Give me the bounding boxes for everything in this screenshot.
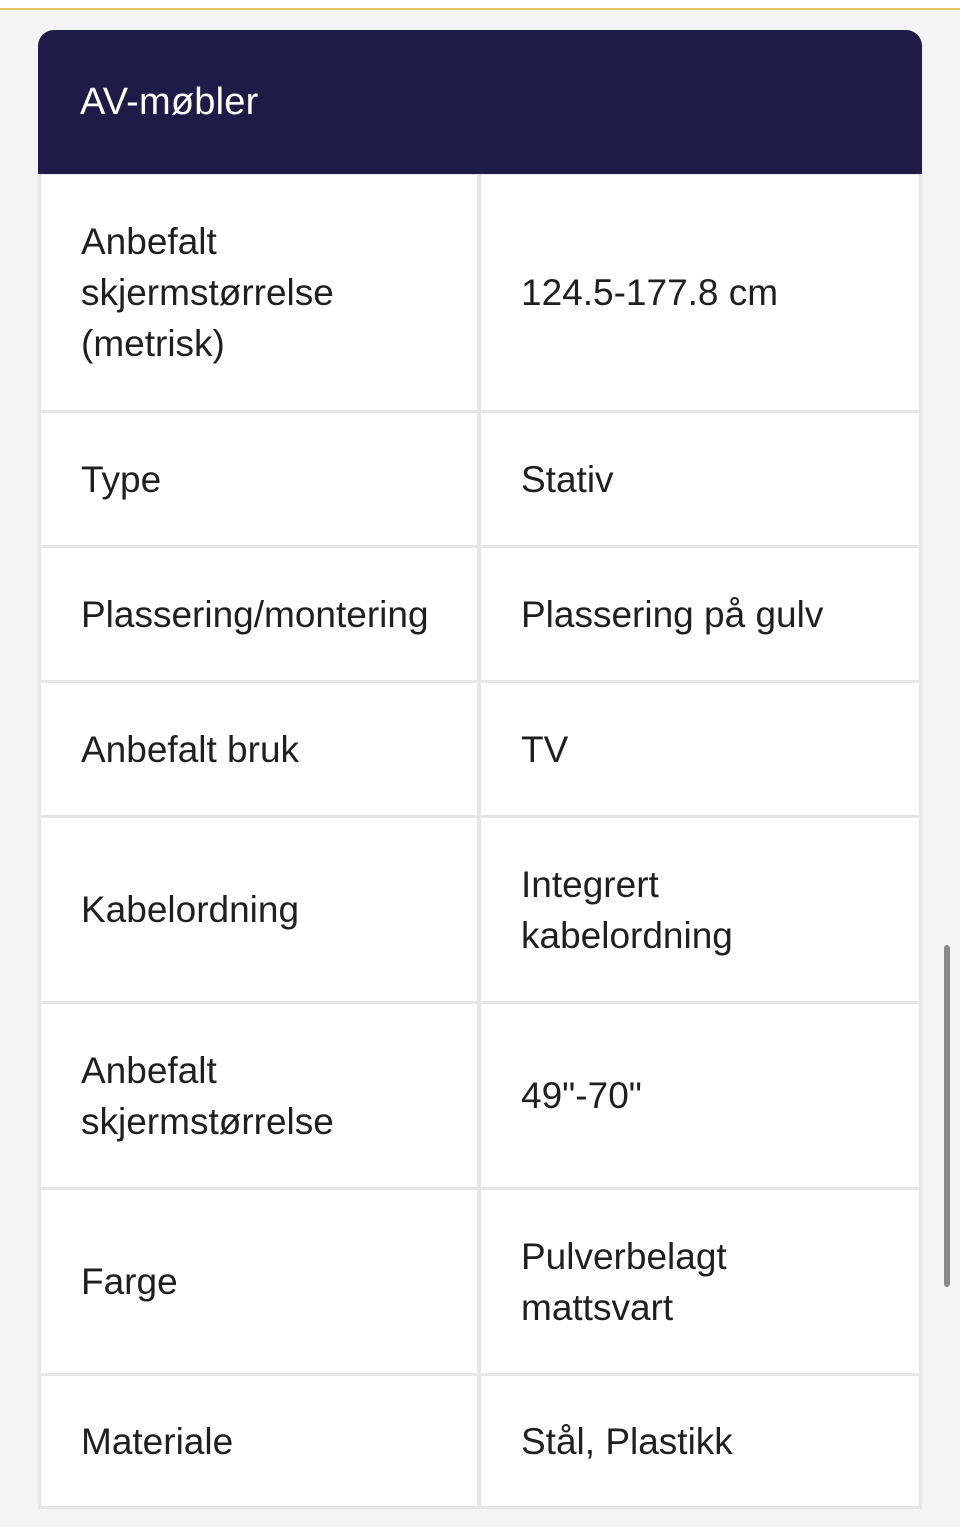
row-value: 49"-70" <box>521 1075 642 1116</box>
table-row <box>41 174 919 410</box>
row-value: Plassering på gulv <box>521 593 824 635</box>
table-row <box>41 1187 919 1373</box>
row-label: Anbefalt skjermstørrelse <box>41 1004 481 1187</box>
table-row <box>41 1001 919 1187</box>
spec-header <box>38 30 922 174</box>
row-label: Farge <box>41 1190 481 1373</box>
table-row <box>41 1373 919 1506</box>
row-label: Anbefalt skjermstørrelse (metrisk) <box>41 175 481 410</box>
table-row <box>41 545 919 680</box>
row-label: Type <box>41 413 481 545</box>
row-value: Stativ <box>521 458 614 500</box>
table-row <box>41 815 919 1001</box>
row-label: Plassering/montering <box>41 548 481 680</box>
scrollbar-thumb[interactable] <box>944 945 950 1287</box>
spec-table <box>38 174 922 1509</box>
row-value: Pulverbelagt mattsvart <box>521 1235 727 1328</box>
row-value: 124.5-177.8 cm <box>521 272 779 313</box>
row-label: Kabelordning <box>41 818 481 1001</box>
spec-title: AV-møbler <box>80 80 259 123</box>
row-label: Materiale <box>41 1376 481 1506</box>
row-value: TV <box>521 728 569 770</box>
row-label: Anbefalt bruk <box>41 683 481 815</box>
row-value: Integrert kabelordning <box>521 863 733 956</box>
row-value: Stål, Plastikk <box>521 1420 733 1462</box>
spec-card <box>38 30 922 1509</box>
table-row <box>41 410 919 545</box>
table-row <box>41 680 919 815</box>
top-accent-bar <box>0 0 960 10</box>
